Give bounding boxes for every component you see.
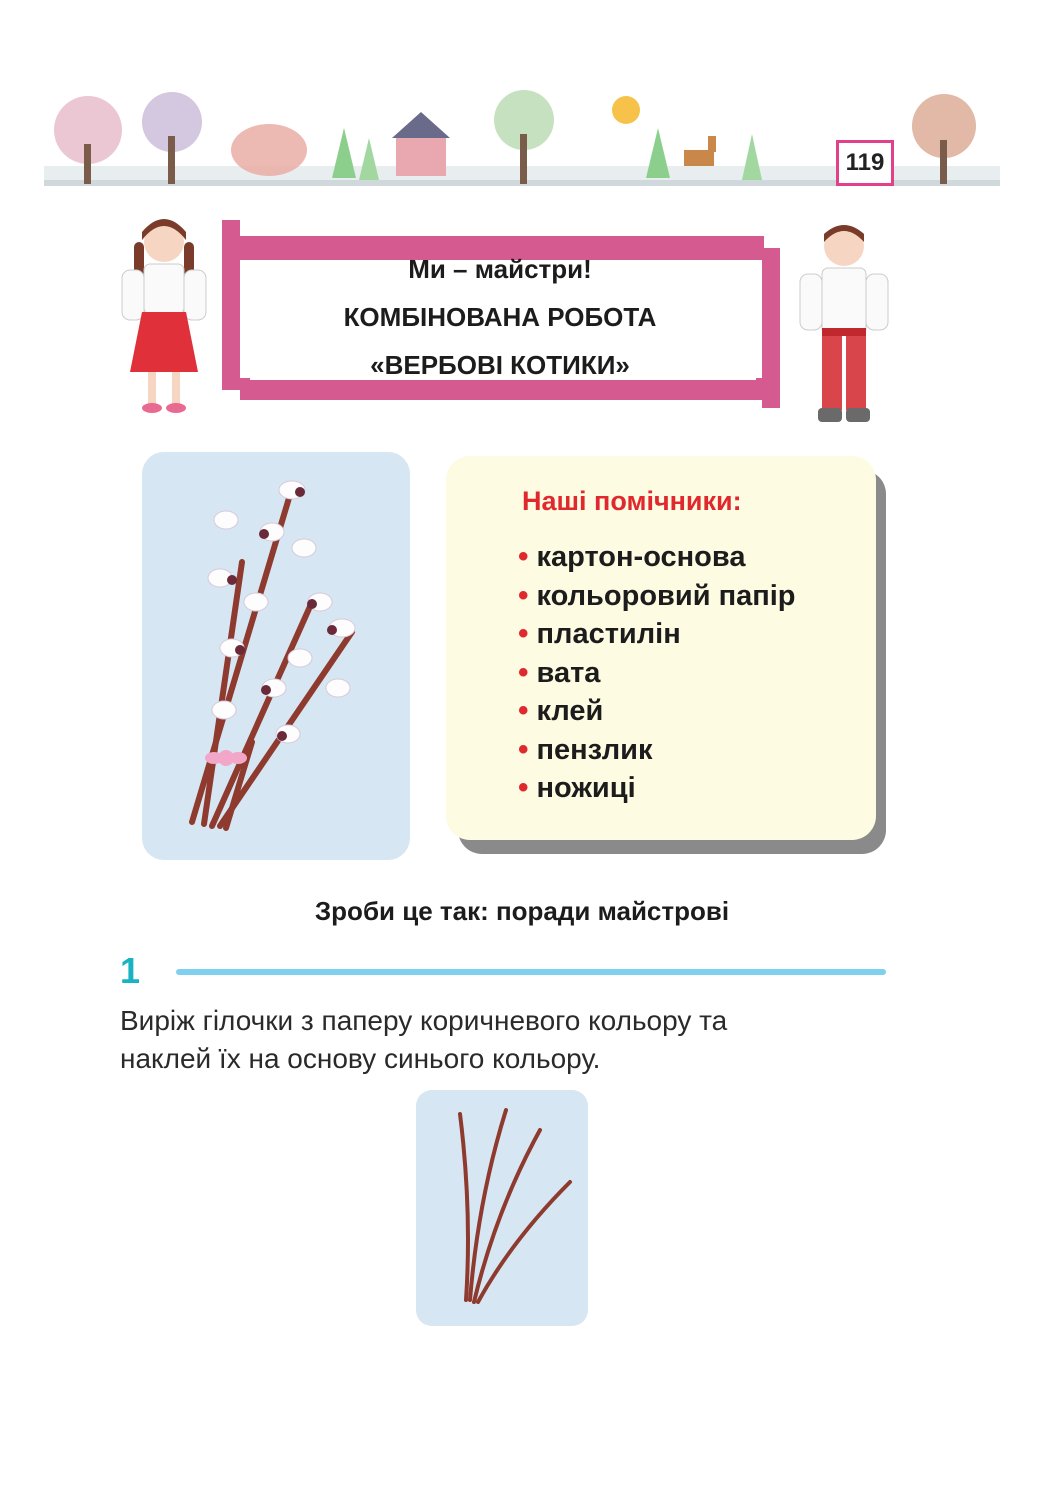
helpers-list <box>518 538 796 808</box>
step-instruction-line-2: наклей їх на основу синього кольору. <box>120 1043 601 1074</box>
bullet-icon: • <box>518 655 529 689</box>
tree-icon <box>231 124 307 176</box>
list-item-text: картон-основа <box>536 541 746 573</box>
step-instruction <box>120 1002 880 1078</box>
bullet-icon: • <box>518 694 529 727</box>
list-item <box>518 538 796 577</box>
girl-illustration <box>112 212 222 422</box>
cut-branches-photo <box>416 1090 588 1326</box>
list-item-text: ножиці <box>536 772 636 804</box>
house-icon <box>392 112 450 176</box>
bullet-icon: • <box>518 540 529 573</box>
boy-illustration <box>790 216 900 430</box>
list-item <box>518 654 796 693</box>
sun-icon <box>612 96 640 124</box>
list-item <box>518 615 796 654</box>
bullet-icon: • <box>518 617 529 650</box>
title-line-3: «ВЕРБОВІ КОТИКИ» <box>370 350 630 380</box>
list-item-text: пензлик <box>536 733 653 766</box>
pussy-willow-craft-photo <box>142 452 410 860</box>
step-instruction-line-1: Виріж гілочки з паперу коричневого кольору та <box>120 1005 728 1036</box>
section-subheading: Зроби це так: поради майстрові <box>314 896 730 926</box>
list-item <box>518 577 796 616</box>
list-item-text: пластилін <box>536 618 681 650</box>
helpers-heading: Наші помічники: <box>522 486 742 516</box>
title-line-2: КОМБІНОВАНА РОБОТА <box>343 302 657 332</box>
bullet-icon: • <box>518 732 529 766</box>
bullet-icon: • <box>518 771 529 804</box>
bullet-icon: • <box>518 578 529 612</box>
list-item-text: клей <box>536 695 604 727</box>
deer-icon <box>684 136 716 166</box>
step-divider-line <box>176 969 886 975</box>
list-item-text: вата <box>536 656 601 689</box>
list-item <box>518 769 796 808</box>
page-number: 119 <box>836 140 894 186</box>
step-number: 1 <box>120 950 141 991</box>
list-item-text: кольоровий папір <box>536 579 796 612</box>
ribbon-bow-icon <box>205 750 247 766</box>
title-line-1: Ми – майстри! <box>408 254 592 284</box>
list-item <box>518 692 796 731</box>
list-item <box>518 731 796 770</box>
